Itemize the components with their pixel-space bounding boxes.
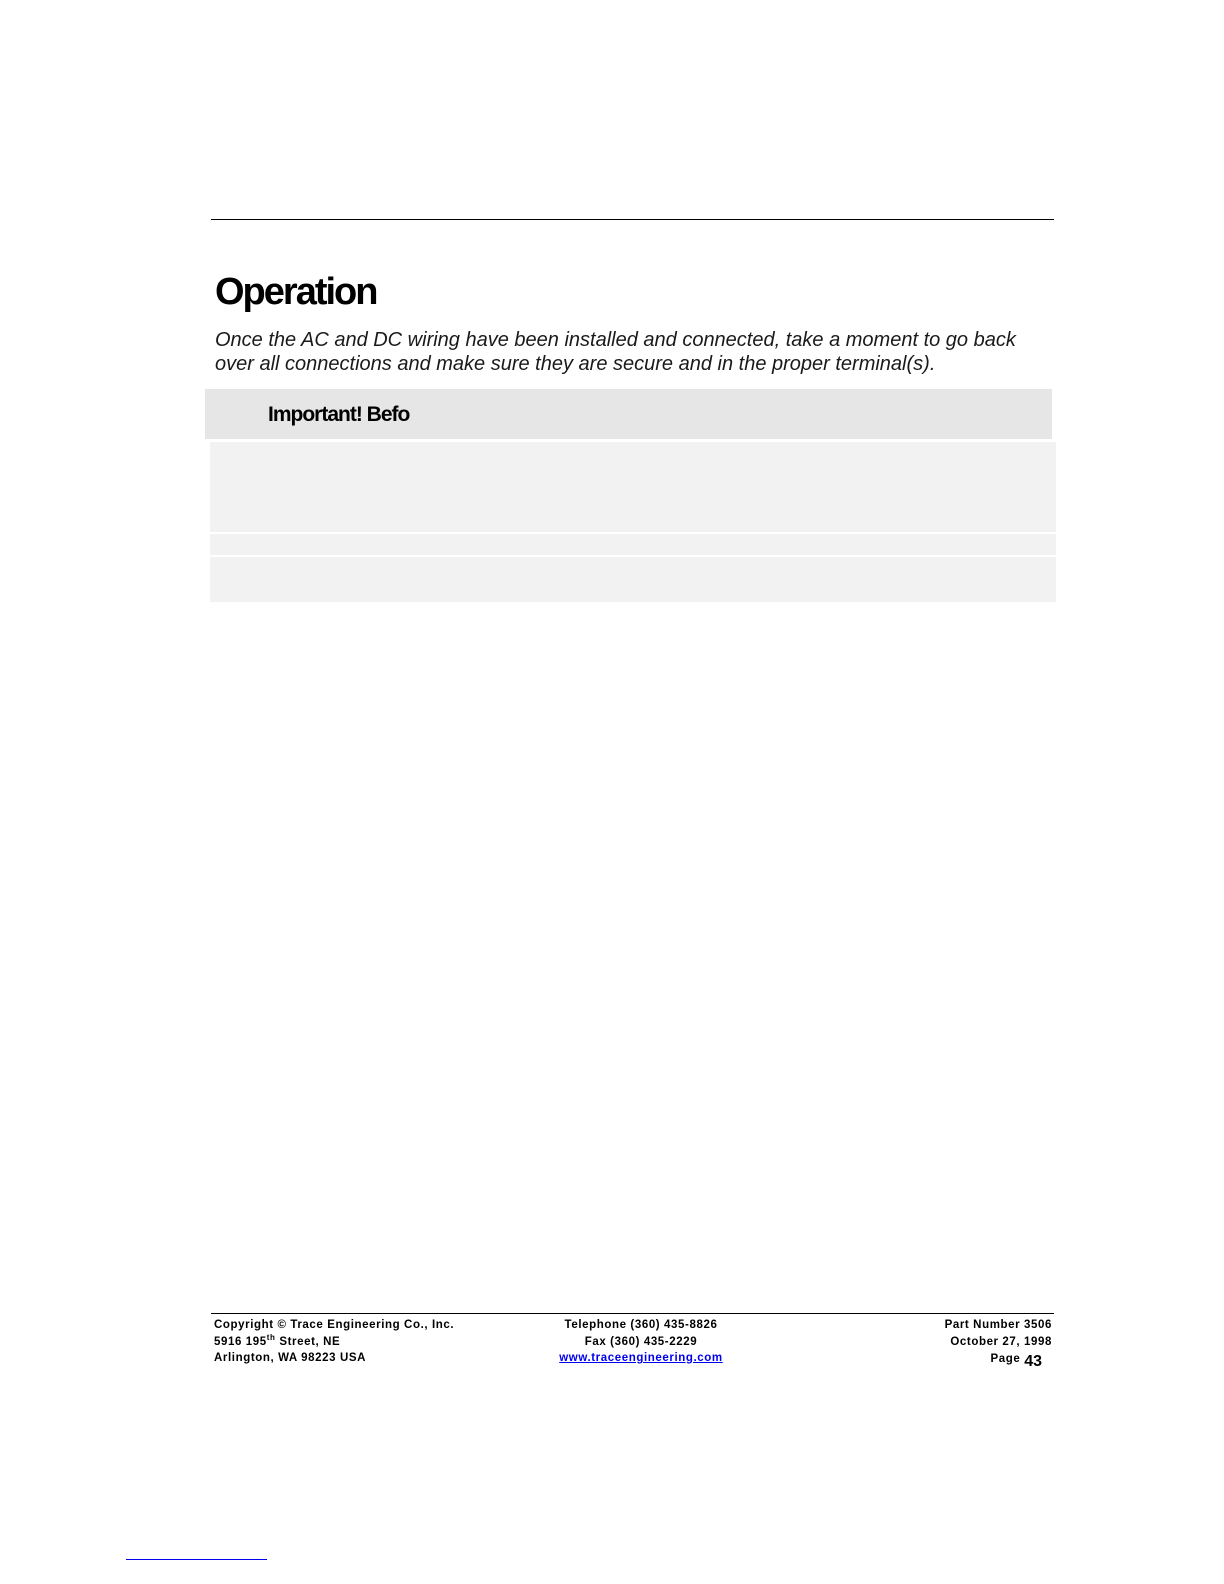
callout-row (210, 534, 1056, 555)
important-callout-label: Important! Befo (268, 403, 410, 426)
intro-paragraph: Once the AC and DC wiring have been installed and connected, take a moment to go back over all connections and make sure they are secure and in the proper terminal(s). (215, 329, 1016, 375)
footer-document-info (790, 1317, 1052, 1368)
footer-address (214, 1317, 534, 1367)
callout-row (210, 557, 1056, 602)
header-rule (211, 219, 1054, 220)
footer-fax: Fax (360) 435-2229 (584, 1335, 698, 1348)
footer-copyright: Copyright © Trace Engineering Co., Inc. (214, 1319, 455, 1331)
footer-part-number: Part Number 3506 (944, 1319, 1052, 1331)
section-title: Operation (215, 271, 377, 313)
footer-contact (500, 1317, 782, 1367)
page-label: Page (990, 1353, 1021, 1365)
footer-telephone: Telephone (360) 435-8826 (564, 1319, 718, 1331)
footer-page (790, 1350, 1052, 1368)
important-callout-header (205, 389, 1052, 439)
footer-date: October 27, 1998 (950, 1335, 1052, 1348)
website-link[interactable]: www.traceengineering.com (559, 1352, 723, 1364)
footer-city: Arlington, WA 98223 USA (214, 1352, 367, 1364)
page-number: 43 (1024, 1353, 1042, 1370)
footer-street: 5916 195th Street, NE (214, 1332, 341, 1348)
footer-rule (211, 1313, 1054, 1314)
footnote-separator (126, 1559, 267, 1560)
callout-row (210, 442, 1056, 532)
